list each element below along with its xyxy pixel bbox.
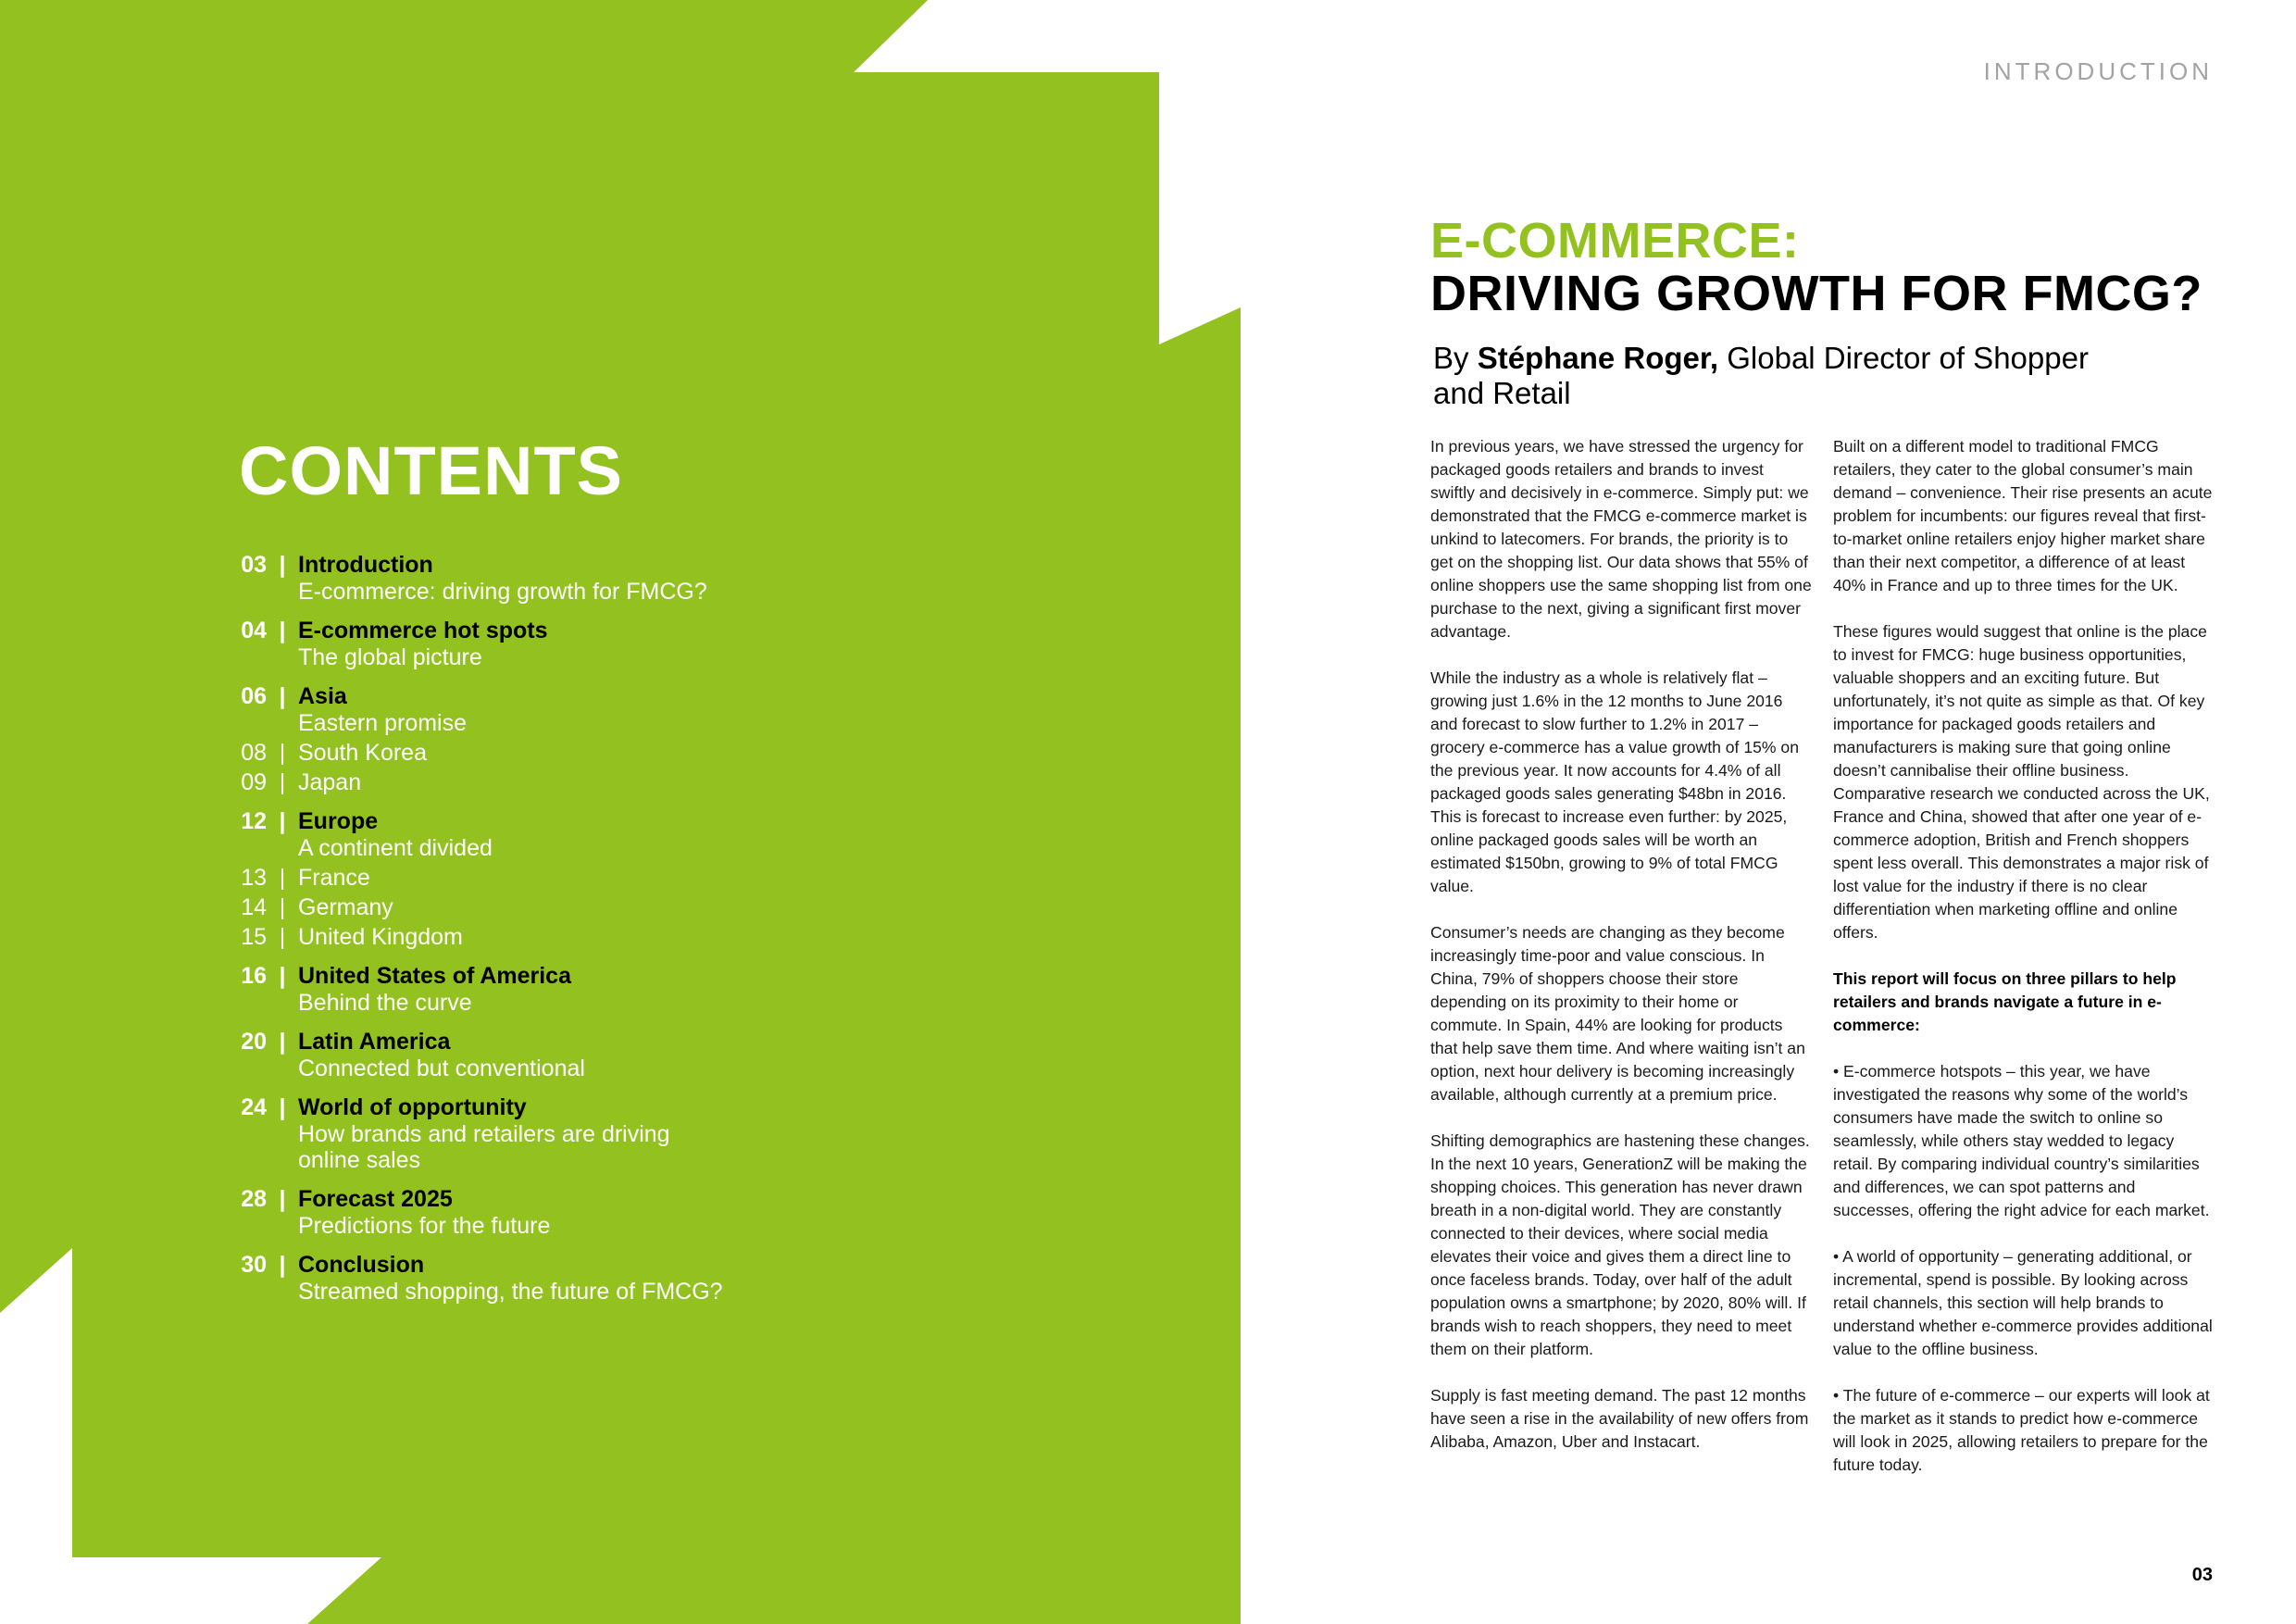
- toc-title: Asia: [298, 683, 347, 709]
- bullet-future: • The future of e-commerce – our experts will look at the market as it stands to predict how e-commerce will look in 2025, allowing retailers to prepare for the future today.: [1833, 1386, 2210, 1474]
- toc-subtitle: How brands and retailers are driving online sales: [298, 1121, 670, 1173]
- toc-title: World of opportunity: [298, 1094, 527, 1120]
- paragraph: Shifting demographics are hastening these changes. In the next 10 years, GenerationZ will be making the shopping choices. This generation has never drawn breath in a non-digital world. They are constantly connected to their devices, where social media elevates their voice and gives them a direct line to once faceless brands. Today, over half of the adult population owns a smartphone; by 2020, 80% will. If brands wish to reach shoppers, they need to meet them on their platform.: [1430, 1131, 1810, 1358]
- toc-separator: |: [279, 552, 286, 578]
- paragraph: While the industry as a whole is relatively flat – growing just 1.6% in the 12 months to June 2016 and forecast to slow further to 1.2% in 2017 – grocery e-commerce has a value growth of 15% on the previous year. It now accounts for 4.4% of all packaged goods sales generating $48bn in 2016. This is forecast to increase even further: by 2025, online packaged goods sales will be worth an estimated $150bn, growing to 9% of total FMCG value.: [1430, 668, 1800, 895]
- toc-page-number: 24: [241, 1094, 267, 1120]
- toc-entry-japan[interactable]: [231, 769, 787, 795]
- toc-page-number: 14: [241, 894, 267, 920]
- toc-page-number: 30: [241, 1252, 267, 1278]
- toc-label: South Korea: [298, 740, 427, 766]
- toc-page-number: 16: [241, 963, 267, 989]
- toc-entry-forecast-2025[interactable]: [231, 1186, 787, 1239]
- toc-separator: |: [279, 769, 286, 795]
- headline-accent: E-COMMERCE:: [1430, 213, 1800, 269]
- toc-subtitle: The global picture: [298, 644, 482, 670]
- article-column-left: [1430, 435, 1812, 1477]
- toc-separator: |: [279, 808, 286, 834]
- toc-separator: |: [279, 683, 286, 709]
- toc-separator: |: [279, 1186, 286, 1212]
- toc-entry-asia[interactable]: [231, 683, 787, 736]
- toc-entry-germany[interactable]: [231, 894, 787, 920]
- toc-title: Introduction: [298, 552, 433, 578]
- toc-separator: |: [279, 865, 286, 891]
- toc-label: Japan: [298, 769, 362, 795]
- toc-subtitle: E-commerce: driving growth for FMCG?: [298, 579, 707, 605]
- toc-subtitle: Eastern promise: [298, 710, 468, 736]
- toc-page-number: 12: [241, 808, 267, 834]
- headline-main: DRIVING GROWTH FOR FMCG?: [1430, 266, 2202, 321]
- paragraph: In previous years, we have stressed the urgency for packaged goods retailers and brands to invest swiftly and decisively in e-commerce. Simply put: we demonstrated that the FMCG e-commerce market is unkind to latecomers. For brands, the priority is to get on the shopping list. Our data shows that 55% of online shoppers use the same shopping list from one purchase to the next, giving a significant first mover advantage.: [1430, 437, 1812, 641]
- toc-separator: |: [279, 1029, 286, 1055]
- toc-subtitle: Streamed shopping, the future of FMCG?: [298, 1279, 723, 1305]
- toc-entry-conclusion[interactable]: [231, 1252, 787, 1305]
- table-of-contents: [231, 552, 787, 1305]
- bullet-hotspots: • E-commerce hotspots – this year, we have investigated the reasons why some of the world’s consumers have made the switch to online so seamlessly, while others stay wedded to legacy retail. By comparing individual country’s similarities and differences, we can spot patterns and successes, offering the right advice for each market.: [1833, 1062, 2210, 1219]
- toc-title: Conclusion: [298, 1252, 425, 1278]
- toc-entry-usa[interactable]: [231, 963, 787, 1016]
- bullet-opportunity: • A world of opportunity – generating additional, or incremental, spend is possible. By looking across retail channels, this section will help brands to understand whether e-commerce provides additional value to the offline business.: [1833, 1247, 2213, 1358]
- contents-title: CONTENTS: [239, 432, 623, 509]
- byline: [1433, 341, 2137, 411]
- toc-page-number: 15: [241, 924, 267, 950]
- toc-page-number: 06: [241, 683, 267, 709]
- toc-title: E-commerce hot spots: [298, 618, 548, 643]
- page-number: 03: [2191, 1565, 2213, 1585]
- toc-subtitle: Predictions for the future: [298, 1213, 551, 1239]
- toc-entry-latin-america[interactable]: [231, 1029, 787, 1081]
- toc-separator: |: [279, 924, 286, 950]
- paragraph: Consumer’s needs are changing as they become increasingly time-poor and value conscious. In China, 79% of shoppers choose their store depending on its proximity to their home or commute. In Spain, 44% are looking for products that help save them time. And where waiting isn’t an option, next hour delivery is becoming increasingly available, although currently at a premium price.: [1430, 923, 1805, 1104]
- focus-intro: This report will focus on three pillars to help retailers and brands navigate a future in e-commerce:: [1833, 969, 2177, 1034]
- paragraph: These figures would suggest that online is the place to invest for FMCG: huge business opportunities, valuable shoppers and an exciting future. But unfortunately, it’s not quite as simple as that. Of key importance for packaged goods retailers and manufacturers is making sure that going online doesn’t cannibalise their offline business. Comparative research we conducted across the UK, France and China, showed that after one year of e-commerce adoption, British and French shoppers spent less overall. This demonstrates a major risk of lost value for the industry if there is no clear differentiation when marketing offline and online offers.: [1833, 622, 2210, 942]
- toc-separator: |: [279, 618, 286, 643]
- toc-separator: |: [279, 1094, 286, 1120]
- toc-page-number: 04: [241, 618, 267, 643]
- toc-page-number: 20: [241, 1029, 267, 1055]
- toc-title: United States of America: [298, 963, 571, 989]
- article-column-right: [1833, 435, 2215, 1500]
- byline-role: Global Director of Shopper and Retail: [1433, 341, 2089, 410]
- toc-entry-world-of-opportunity[interactable]: [231, 1094, 787, 1173]
- toc-page-number: 08: [241, 740, 267, 766]
- toc-entry-south-korea[interactable]: [231, 740, 787, 766]
- toc-page-number: 13: [241, 865, 267, 891]
- toc-separator: |: [279, 963, 286, 989]
- toc-title: Forecast 2025: [298, 1186, 453, 1212]
- byline-prefix: By: [1433, 341, 1478, 375]
- toc-entry-france[interactable]: [231, 865, 787, 891]
- toc-label: France: [298, 865, 370, 891]
- toc-subtitle: Behind the curve: [298, 990, 472, 1016]
- toc-title: Europe: [298, 808, 379, 834]
- toc-separator: |: [279, 1252, 286, 1278]
- toc-entry-europe[interactable]: [231, 808, 787, 861]
- byline-author: Stéphane Roger,: [1477, 341, 1719, 375]
- toc-subtitle: Connected but conventional: [298, 1056, 585, 1081]
- toc-separator: |: [279, 740, 286, 766]
- toc-label: United Kingdom: [298, 924, 463, 950]
- toc-separator: |: [279, 894, 286, 920]
- toc-page-number: 03: [241, 552, 267, 578]
- paragraph: Supply is fast meeting demand. The past 12 months have seen a rise in the availability of new offers from Alibaba, Amazon, Uber and Instacart.: [1430, 1386, 1809, 1451]
- toc-entry-introduction[interactable]: [231, 552, 787, 605]
- paragraph: Built on a different model to traditional FMCG retailers, they cater to the global consumer’s main demand – convenience. Their rise presents an acute problem for incumbents: our figures reveal that first-to-market online retailers enjoy higher market share than their next competitor, a difference of at least 40% in France and up to three times for the UK.: [1833, 437, 2213, 594]
- toc-label: Germany: [298, 894, 393, 920]
- toc-subtitle: A continent divided: [298, 835, 493, 861]
- toc-entry-united-kingdom[interactable]: [231, 924, 787, 950]
- section-label: INTRODUCTION: [1983, 57, 2213, 85]
- toc-page-number: 28: [241, 1186, 267, 1212]
- toc-entry-hot-spots[interactable]: [231, 618, 787, 670]
- toc-page-number: 09: [241, 769, 267, 795]
- toc-title: Latin America: [298, 1029, 451, 1055]
